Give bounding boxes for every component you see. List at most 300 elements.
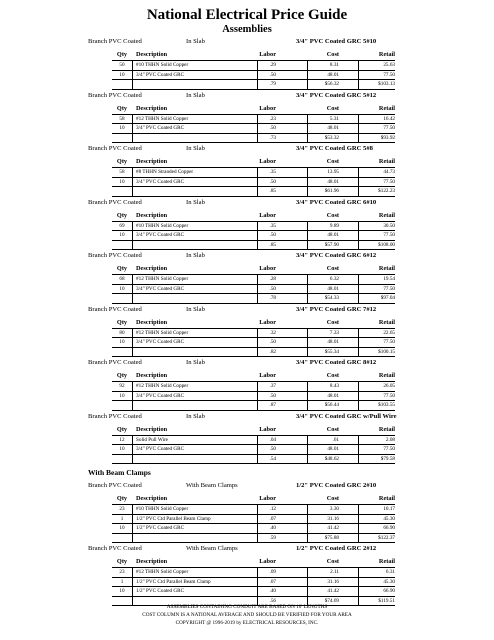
assembly-section: [0, 304, 494, 358]
section-product: 1/2" PVC Coated GRC 2#10: [296, 482, 377, 489]
column-header-labor: Labor: [259, 495, 276, 502]
cell-qty: 10: [119, 178, 125, 185]
total-cost: $75.88: [324, 534, 339, 541]
cell-retail: 77.50: [383, 285, 395, 292]
section-product: 3/4" PVC Coated GRC 6#12: [296, 252, 377, 259]
total-cost: $55.34: [324, 348, 339, 355]
cell-qty: 69: [119, 222, 125, 229]
cell-cost: 48.01: [327, 339, 339, 345]
column-header-description: Description: [136, 158, 168, 165]
assembly-table: [112, 422, 395, 465]
cell-qty: 10: [119, 232, 125, 238]
table-row: [112, 115, 395, 125]
table-header-row: [112, 50, 395, 61]
section-product: 3/4" PVC Coated GRC 7#12: [296, 305, 377, 313]
column-header-labor: Labor: [259, 425, 276, 433]
total-labor: .85: [269, 241, 276, 248]
table-total-row: [112, 401, 395, 411]
section-product: 3/4" PVC Coated GRC w/Pull Wire: [296, 412, 397, 420]
cell-description: #12 THHN Solid Copper: [136, 276, 189, 282]
total-retail: $122.37: [378, 534, 395, 541]
section-product: 3/4" PVC Coated GRC 5#12: [296, 91, 377, 99]
column-header-cost: Cost: [326, 265, 339, 272]
cell-labor: .12: [269, 506, 276, 512]
cell-cost: 6.32: [329, 276, 339, 282]
cell-qty: 58: [119, 115, 125, 122]
column-header-labor: Labor: [259, 265, 276, 272]
total-retail: $100.15: [378, 348, 395, 355]
section-location: In Slab: [186, 252, 205, 259]
section-category: Branch PVC Coated: [88, 482, 142, 489]
table-row: [112, 61, 395, 71]
column-divider: [307, 275, 308, 304]
column-header-cost: Cost: [326, 318, 339, 326]
cell-cost: 31.16: [327, 578, 339, 585]
cell-labor: .50: [269, 232, 276, 238]
table-body: [112, 115, 395, 144]
section-category: Branch PVC Coated: [88, 145, 142, 152]
cell-retail: 30.50: [383, 222, 395, 229]
cell-retail: 77.50: [383, 125, 395, 131]
column-divider: [257, 436, 258, 465]
table-body: [112, 168, 395, 197]
column-divider: [257, 329, 258, 358]
column-divider: [132, 115, 133, 144]
cell-retail: 45.30: [383, 578, 395, 585]
column-divider: [358, 275, 359, 304]
cell-qty: 10: [119, 339, 125, 345]
column-divider: [132, 168, 133, 197]
cell-labor: .07: [269, 578, 276, 585]
table-header-row: [112, 318, 395, 329]
cell-cost: 48.01: [327, 446, 339, 452]
section-product: 3/4" PVC Coated GRC 5#8: [296, 145, 373, 152]
table-row: [112, 124, 395, 134]
column-header-qty: Qty: [116, 104, 128, 112]
column-header-description: Description: [136, 558, 168, 565]
total-retail: $108.00: [378, 241, 395, 248]
cell-qty: 1: [120, 578, 124, 585]
assembly-section: [0, 411, 494, 465]
column-divider: [257, 568, 258, 606]
cell-retail: 77.50: [383, 178, 395, 185]
cell-description: 3/4" PVC Coated GRC: [136, 339, 185, 345]
column-header-qty: Qty: [116, 425, 128, 433]
total-labor: .59: [269, 534, 276, 541]
footer-note-cost: COST COLUMN IS A NATIONAL AVERAGE AND SHOULD BE VERIFIED FOR YOUR AREA: [142, 612, 352, 618]
column-divider: [132, 436, 133, 465]
cell-labor: .04: [269, 436, 276, 443]
cell-retail: 2.08: [385, 436, 395, 443]
cell-labor: .50: [269, 446, 276, 452]
section-location: In Slab: [186, 145, 205, 152]
section-category: Branch PVC Coated: [88, 412, 142, 420]
column-divider: [132, 568, 133, 606]
column-header-labor: Labor: [259, 558, 276, 565]
assembly-table: [112, 208, 395, 251]
total-cost: $53.32: [324, 134, 339, 141]
column-divider: [257, 115, 258, 144]
cell-retail: 6.31: [385, 569, 395, 575]
column-divider: [257, 505, 258, 543]
cell-qty: 80: [119, 329, 125, 336]
cell-cost: 41.42: [327, 588, 339, 594]
cell-qty: 10: [119, 71, 125, 78]
table-row: [112, 568, 395, 578]
column-header-labor: Labor: [259, 158, 276, 165]
section-category: Branch PVC Coated: [88, 305, 142, 313]
assembly-section: [0, 90, 494, 144]
section-location: In Slab: [186, 198, 205, 206]
cell-qty: 58: [119, 169, 125, 175]
cell-cost: 48.01: [327, 71, 339, 78]
cell-retail: 77.50: [383, 71, 395, 78]
cell-cost: 41.42: [327, 525, 339, 531]
column-header-qty: Qty: [116, 495, 128, 502]
column-header-description: Description: [136, 495, 168, 502]
table-total-row: [112, 294, 395, 304]
cell-description: #10 THHN Solid Copper: [136, 222, 189, 229]
section-location: In Slab: [186, 412, 205, 420]
cell-description: 3/4" PVC Coated GRC: [136, 392, 185, 399]
table-body: [112, 222, 395, 251]
column-header-qty: Qty: [116, 51, 128, 58]
column-header-description: Description: [136, 104, 168, 112]
table-row: [112, 222, 395, 232]
column-header-labor: Labor: [259, 104, 276, 112]
table-body: [112, 382, 395, 411]
assembly-sections: [0, 36, 494, 606]
column-header-retail: Retail: [378, 104, 395, 112]
cell-cost: 3.30: [329, 506, 339, 512]
table-body: [112, 275, 395, 304]
column-header-cost: Cost: [326, 104, 339, 112]
column-header-qty: Qty: [116, 558, 128, 565]
table-body: [112, 568, 395, 606]
assembly-section: [0, 143, 494, 197]
section-location: In Slab: [186, 305, 205, 313]
cell-labor: .07: [269, 515, 276, 522]
cell-labor: .09: [269, 569, 276, 575]
table-row: [112, 524, 395, 534]
table-total-row: [112, 455, 395, 465]
column-header-qty: Qty: [116, 372, 128, 379]
cell-labor: .35: [269, 222, 276, 229]
cell-labor: .35: [269, 169, 276, 175]
column-header-labor: Labor: [259, 51, 276, 58]
section-product: 3/4" PVC Coated GRC 6#10: [296, 198, 377, 206]
column-header-labor: Labor: [259, 372, 276, 379]
cell-cost: 7.33: [329, 329, 339, 336]
column-divider: [132, 222, 133, 251]
table-row: [112, 285, 395, 295]
column-header-qty: Qty: [116, 158, 128, 165]
table-row: [112, 515, 395, 525]
cell-labor: .50: [269, 125, 276, 131]
cell-retail: 44.73: [383, 169, 395, 175]
cell-qty: 10: [119, 392, 125, 399]
assembly-section: [0, 250, 494, 304]
page-subtitle: Assemblies: [222, 24, 272, 35]
cell-qty: 1: [120, 515, 124, 522]
column-divider: [132, 329, 133, 358]
cell-qty: 50: [119, 62, 125, 68]
column-divider: [307, 382, 308, 411]
cell-qty: 68: [119, 276, 125, 282]
total-labor: .82: [269, 348, 276, 355]
table-row: [112, 178, 395, 188]
cell-retail: 45.30: [383, 515, 395, 522]
column-header-retail: Retail: [378, 158, 395, 165]
column-divider: [307, 222, 308, 251]
cell-description: Solid Pull Wire: [136, 436, 168, 443]
cell-description: 3/4" PVC Coated GRC: [136, 125, 185, 131]
cell-cost: 8.31: [329, 62, 339, 68]
group-heading: With Beam Clamps: [88, 468, 151, 477]
cell-labor: .50: [269, 71, 276, 78]
cell-qty: 23: [119, 506, 125, 512]
section-category: Branch PVC Coated: [88, 545, 142, 552]
total-cost: $61.96: [324, 188, 339, 194]
cell-retail: 22.65: [383, 329, 395, 336]
table-header-row: [112, 557, 395, 568]
cell-cost: 48.01: [327, 392, 339, 399]
cell-labor: .29: [269, 62, 276, 68]
assembly-table: [112, 101, 395, 144]
column-header-cost: Cost: [326, 158, 339, 165]
total-retail: $103.55: [378, 402, 395, 408]
column-header-cost: Cost: [326, 51, 339, 58]
cell-description: #12 THHN Solid Copper: [136, 383, 189, 389]
table-row: [112, 231, 395, 241]
column-header-description: Description: [136, 51, 168, 58]
assembly-table: [112, 154, 395, 197]
column-divider: [132, 505, 133, 543]
section-header: [0, 304, 494, 315]
section-product: 3/4" PVC Coated GRC 8#12: [296, 359, 377, 366]
cell-cost: 2.11: [330, 569, 339, 575]
total-labor: .56: [269, 597, 276, 604]
section-category: Branch PVC Coated: [88, 252, 142, 259]
column-header-retail: Retail: [378, 372, 395, 379]
section-header: [0, 143, 494, 154]
column-divider: [307, 505, 308, 543]
column-header-retail: Retail: [378, 495, 395, 502]
column-header-cost: Cost: [326, 211, 339, 219]
cell-description: 3/4" PVC Coated GRC: [136, 232, 185, 238]
table-body: [112, 505, 395, 543]
table-total-row: [112, 348, 395, 358]
assembly-section: [0, 543, 494, 606]
table-total-row: [112, 80, 395, 90]
column-divider: [307, 568, 308, 606]
column-divider: [257, 61, 258, 90]
column-divider: [257, 168, 258, 197]
column-header-retail: Retail: [378, 318, 395, 326]
cell-labor: .23: [269, 115, 276, 122]
cell-retail: 66.90: [383, 588, 395, 594]
total-labor: .85: [269, 188, 276, 194]
total-retail: $79.58: [380, 455, 395, 462]
total-cost: $54.33: [324, 295, 339, 301]
table-row: [112, 578, 395, 588]
column-header-retail: Retail: [378, 265, 395, 272]
table-total-row: [112, 187, 395, 197]
cell-cost: 48.01: [327, 285, 339, 292]
table-row: [112, 275, 395, 285]
total-labor: .79: [269, 81, 276, 87]
table-body: [112, 436, 395, 465]
table-row: [112, 436, 395, 446]
cell-retail: 77.50: [383, 339, 395, 345]
column-divider: [132, 61, 133, 90]
cell-qty: 23: [119, 569, 125, 575]
total-cost: $56.32: [324, 81, 339, 87]
column-divider: [358, 436, 359, 465]
table-row: [112, 71, 395, 81]
column-divider: [307, 329, 308, 358]
total-retail: $103.13: [378, 81, 395, 87]
column-header-retail: Retail: [378, 51, 395, 58]
total-retail: $119.51: [378, 597, 395, 604]
column-header-description: Description: [136, 425, 168, 433]
cell-cost: 48.01: [327, 125, 339, 131]
assembly-table: [112, 47, 395, 90]
section-location: In Slab: [186, 38, 205, 45]
cell-qty: 12: [119, 436, 125, 443]
section-category: Branch PVC Coated: [88, 198, 142, 206]
section-location: In Slab: [186, 91, 205, 99]
column-header-description: Description: [136, 318, 168, 326]
section-category: Branch PVC Coated: [88, 38, 142, 45]
column-divider: [307, 115, 308, 144]
cell-cost: 13.95: [327, 169, 339, 175]
column-header-labor: Labor: [259, 211, 276, 219]
table-row: [112, 392, 395, 402]
assembly-table: [112, 261, 395, 304]
cell-labor: .50: [269, 178, 276, 185]
assembly-table: [112, 368, 395, 411]
table-header-row: [112, 425, 395, 436]
cell-cost: 8.43: [329, 383, 339, 389]
column-header-cost: Cost: [326, 558, 339, 565]
column-divider: [358, 222, 359, 251]
cell-labor: .32: [269, 329, 276, 336]
assembly-section: [0, 197, 494, 251]
cell-retail: 10.17: [383, 506, 395, 512]
section-header: [0, 250, 494, 261]
section-header: [0, 90, 494, 101]
cell-qty: 10: [119, 588, 125, 594]
column-header-description: Description: [136, 372, 168, 379]
cell-cost: 48.01: [327, 178, 339, 185]
cell-cost: 31.16: [327, 515, 339, 522]
section-location: With Beam Clamps: [186, 545, 238, 552]
cell-cost: 5.31: [329, 115, 339, 122]
cell-cost: .61: [332, 436, 339, 443]
cell-retail: 77.50: [383, 392, 395, 399]
column-divider: [358, 568, 359, 606]
table-header-row: [112, 371, 395, 382]
column-header-description: Description: [136, 211, 168, 219]
column-divider: [257, 222, 258, 251]
cell-retail: 77.50: [383, 446, 395, 452]
total-cost: $48.62: [324, 455, 339, 462]
column-divider: [257, 382, 258, 411]
cell-description: 1/2" PVC Coated GRC: [136, 588, 185, 594]
table-row: [112, 505, 395, 515]
column-divider: [358, 329, 359, 358]
table-header-row: [112, 157, 395, 168]
table-header-row: [112, 211, 395, 222]
column-divider: [358, 115, 359, 144]
cell-qty: 10: [119, 125, 125, 131]
column-divider: [358, 61, 359, 90]
assembly-table: [112, 491, 395, 543]
cell-labor: .50: [269, 339, 276, 345]
total-labor: .54: [269, 455, 276, 462]
column-divider: [307, 436, 308, 465]
column-header-retail: Retail: [378, 425, 395, 433]
table-row: [112, 338, 395, 348]
assembly-section: [0, 357, 494, 411]
cell-retail: 26.05: [383, 383, 395, 389]
total-retail: $97.04: [380, 295, 395, 301]
table-body: [112, 61, 395, 90]
cell-description: #12 THHN Solid Copper: [136, 329, 189, 336]
table-row: [112, 382, 395, 392]
cell-description: 3/4" PVC Coated GRC: [136, 446, 185, 452]
column-header-cost: Cost: [326, 425, 339, 433]
section-header: [0, 480, 494, 491]
table-header-row: [112, 494, 395, 505]
table-row: [112, 445, 395, 455]
total-cost: $74.69: [324, 597, 339, 604]
section-category: Branch PVC Coated: [88, 359, 142, 366]
cell-description: 3/4" PVC Coated GRC: [136, 285, 185, 292]
section-product: 1/2" PVC Coated GRC 2#12: [296, 545, 377, 552]
total-labor: .78: [269, 295, 276, 301]
cell-qty: 92: [119, 383, 125, 389]
column-header-cost: Cost: [326, 495, 339, 502]
cell-description: 3/4" PVC Coated GRC: [136, 71, 185, 78]
column-divider: [358, 168, 359, 197]
cell-description: #8 THHN Stranded Copper: [136, 169, 194, 175]
table-total-row: [112, 241, 395, 251]
cell-retail: 66.90: [383, 525, 395, 531]
cell-labor: .37: [269, 383, 276, 389]
cell-qty: 10: [119, 446, 125, 452]
column-header-retail: Retail: [378, 558, 395, 565]
table-row: [112, 168, 395, 178]
total-cost: $57.90: [324, 241, 339, 248]
table-header-row: [112, 104, 395, 115]
cell-description: 1/2" PVC Ctd Parallel Beam Clamp: [136, 515, 211, 522]
column-divider: [132, 275, 133, 304]
page-title: National Electrical Price Guide: [146, 7, 348, 23]
assembly-table: [112, 554, 395, 606]
table-row: [112, 587, 395, 597]
section-header: [0, 411, 494, 422]
column-divider: [358, 505, 359, 543]
column-header-labor: Labor: [259, 318, 276, 326]
cell-description: 3/4" PVC Coated GRC: [136, 178, 185, 185]
total-labor: .87: [269, 402, 276, 408]
column-header-description: Description: [136, 265, 168, 272]
cell-retail: 16.42: [383, 115, 395, 122]
column-divider: [257, 275, 258, 304]
cell-labor: .50: [269, 392, 276, 399]
